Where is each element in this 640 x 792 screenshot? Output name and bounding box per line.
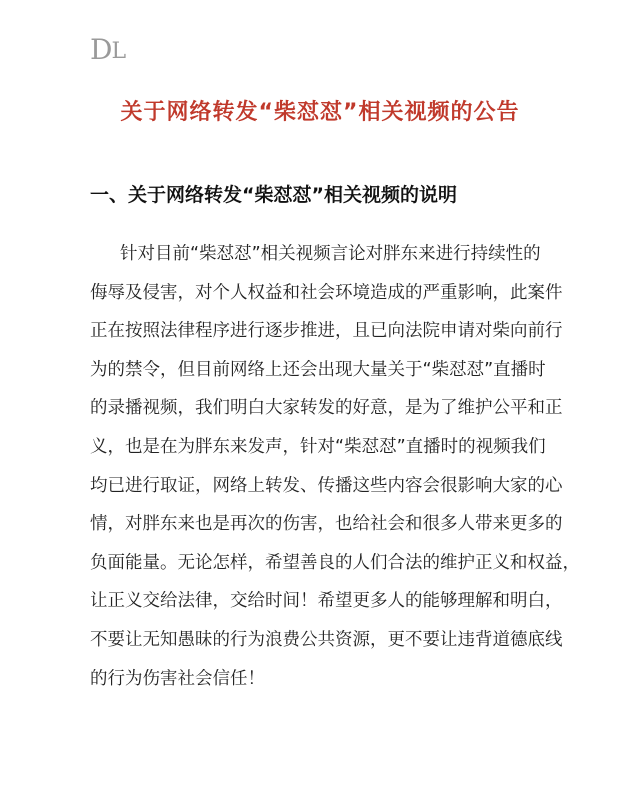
body-line: 为的禁令，但目前网络上还会出现大量关于“柴怼怼”直播时 — [90, 359, 546, 380]
announcement-title: 关于网络转发“柴怼怼”相关视频的公告 — [120, 100, 520, 125]
body-line: 的行为伤害社会信任！ — [90, 668, 265, 689]
logo-letter-l: L — [111, 39, 126, 64]
body-line: 情，对胖东来也是再次的伤害，也给社会和很多人带来更多的 — [90, 514, 563, 535]
body-line: 的录播视频，我们明白大家转发的好意，是为了维护公平和正 — [90, 398, 563, 419]
body-line: 不要让无知愚昧的行为浪费公共资源，更不要让违背道德底线 — [90, 629, 563, 650]
body-line: 义，也是在为胖东来发声，针对“柴怼怼”直播时的视频我们 — [90, 436, 546, 457]
logo-letter-d: D — [90, 33, 112, 66]
section-heading: 一、关于网络转发“柴怼怼”相关视频的说明 — [90, 184, 457, 206]
body-line: 负面能量。无论怎样，希望善良的人们合法的维护正义和权益， — [90, 552, 580, 573]
body-line: 均已进行取证，网络上转发、传播这些内容会很影响大家的心 — [90, 475, 563, 496]
dl-logo — [90, 33, 126, 66]
body-line: 让正义交给法律，交给时间！希望更多人的能够理解和明白， — [90, 591, 563, 612]
body-line: 侮辱及侵害，对个人权益和社会环境造成的严重影响，此案件 — [90, 282, 563, 303]
body-line: 正在按照法律程序进行逐步推进，且已向法院申请对柴向前行 — [90, 321, 563, 342]
body-line: 针对目前“柴怼怼”相关视频言论对胖东来进行持续性的 — [120, 244, 541, 264]
body-paragraph — [90, 235, 580, 698]
